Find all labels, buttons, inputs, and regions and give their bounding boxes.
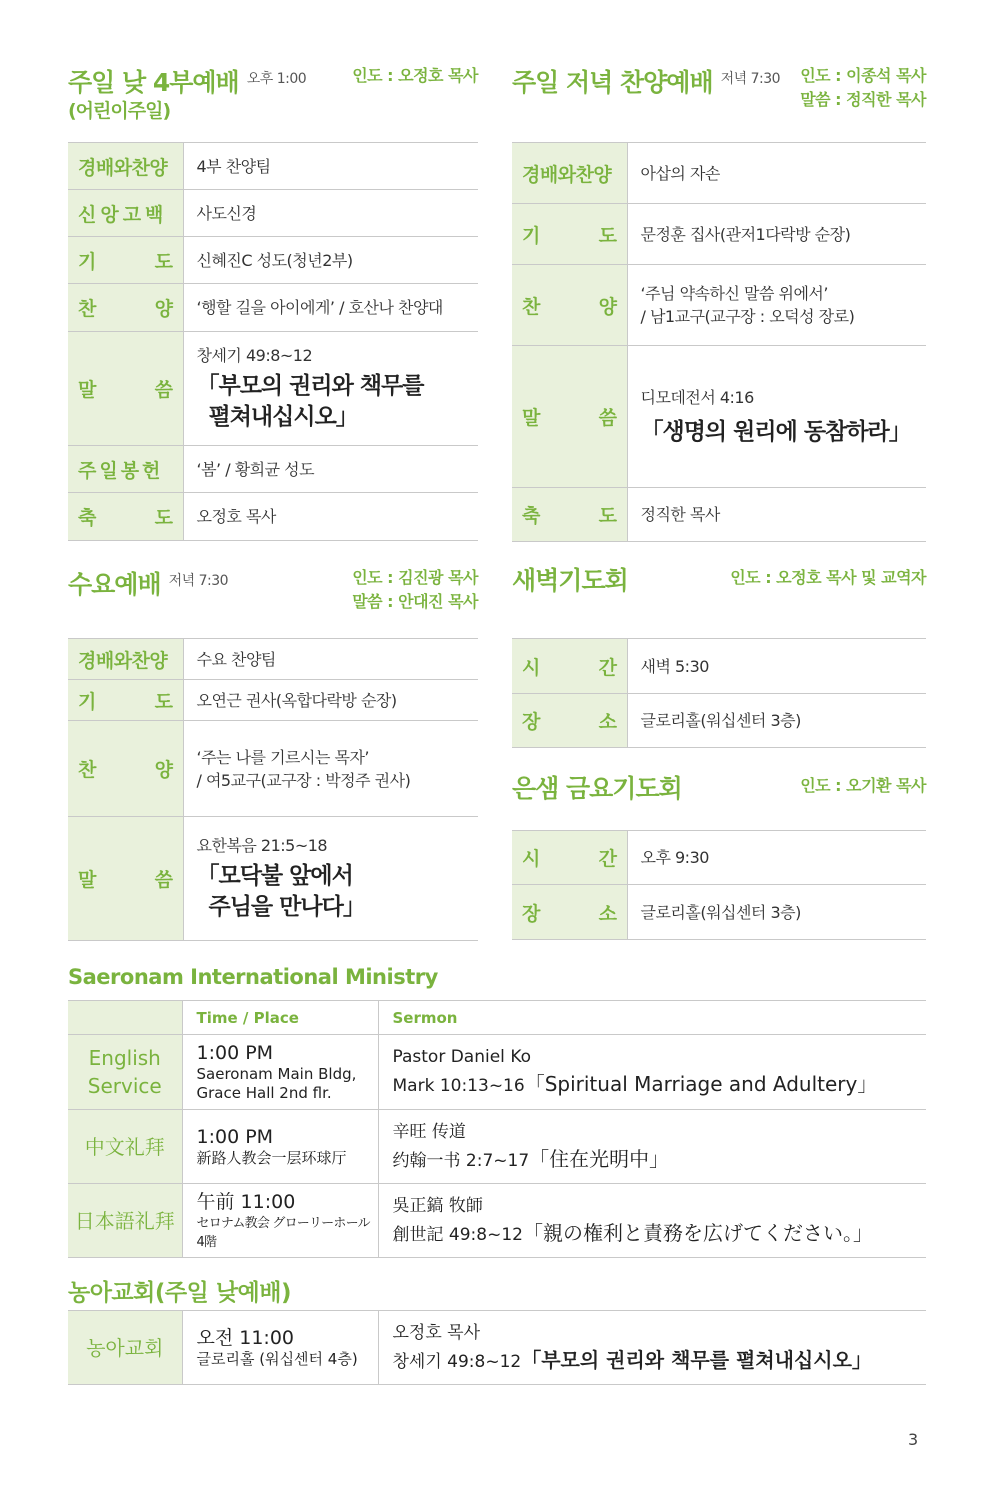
wednesday-time: 저녁 7:30: [168, 573, 229, 589]
hymn-cell: [183, 721, 478, 817]
dawn-leader: 인도 : 오정호 목사 및 교역자: [730, 568, 926, 587]
speaker: 辛旺 传道: [392, 1121, 466, 1142]
row-value: 신혜진C 성도(청년2부): [183, 237, 478, 284]
header-sermon: Sermon: [378, 1001, 926, 1035]
row-label: 말 씀: [68, 332, 183, 446]
sermon-title-cont: 펼쳐내십시오」: [208, 404, 358, 430]
intl-title: Saeronam International Ministry: [68, 965, 438, 989]
table-row: [512, 204, 926, 265]
row-label: 찬 양: [68, 721, 183, 817]
table-row: [68, 1311, 926, 1385]
sermon-reference: 요한복음 21:5~18: [196, 836, 328, 855]
sermon-title: 「住在光明中」: [529, 1146, 670, 1171]
table-row: [68, 284, 478, 332]
sermon-reference: 디모데전서 4:16: [640, 387, 754, 407]
time-place-cell: [182, 1184, 378, 1258]
row-value: 오연근 권사(옥합다락방 순장): [183, 680, 478, 721]
sermon-line: [393, 1219, 927, 1249]
row-value: 오후 9:30: [627, 831, 926, 885]
table-row: [68, 1035, 926, 1110]
sermon-reference: Mark 10:13~16: [392, 1076, 525, 1096]
table-row: [512, 831, 926, 885]
hymn-title: ‘주님 약속하신 말씀 위에서’: [640, 284, 828, 303]
sermon-line: [393, 1346, 927, 1376]
deaf-title: 농아교회(주일 낮예배): [68, 1280, 291, 1306]
hymn-choir: / 남1교구(교구장 : 오덕성 장로): [640, 307, 855, 326]
row-label: 기 도: [512, 204, 627, 265]
service-place: セロナム教会 グローリーホール 4階: [196, 1215, 370, 1250]
table-row: [68, 1184, 926, 1258]
sunday-evening-table: [512, 142, 926, 542]
row-value: 글로리홀(워십센터 3층): [627, 694, 926, 748]
service-time: 오전 11:00: [196, 1327, 295, 1349]
time-place-cell: [182, 1110, 378, 1184]
row-label: 축 도: [68, 493, 183, 541]
table-row: [512, 265, 926, 346]
table-row: [512, 694, 926, 748]
friday-title: 은샘 금요기도회: [512, 774, 682, 803]
table-row: [512, 885, 926, 940]
row-value: 수요 찬양팀: [183, 639, 478, 680]
hymn-title: ‘주는 나를 기르시는 목자’: [196, 747, 369, 767]
speaker: Pastor Daniel Ko: [392, 1047, 532, 1067]
service-label: 中文礼拜: [68, 1110, 182, 1184]
row-label: 시 간: [512, 639, 627, 694]
dawn-table: [512, 638, 926, 748]
time-place-cell: [182, 1311, 378, 1385]
row-label: 신앙고백: [68, 190, 183, 237]
table-row: [68, 190, 478, 237]
sunday4-title: 주일 낮 4부예배 $^{오후 1:00}$ (어린이주일): [68, 68, 307, 122]
row-label: 경배와찬양: [68, 143, 183, 190]
row-value: 4부 찬양팀: [183, 143, 478, 190]
table-row: [68, 1110, 926, 1184]
sermon-cell: [627, 346, 926, 488]
row-label: 찬 양: [68, 284, 183, 332]
page-number: 3: [908, 1430, 919, 1449]
row-label: 시 간: [512, 831, 627, 885]
service-time: 午前 11:00: [196, 1190, 296, 1213]
row-value: 문정훈 집사(관저1다락방 순장): [627, 204, 926, 265]
table-row: [68, 680, 478, 721]
sermon-title: 「생명의 원리에 동참하라」: [640, 418, 911, 445]
row-value: ‘봄’ / 황희균 성도: [183, 446, 478, 493]
intl-table: [68, 1000, 926, 1258]
row-value: 새벽 5:30: [627, 639, 926, 694]
sunday4-table: [68, 142, 478, 541]
service-place-cont: Grace Hall 2nd flr.: [196, 1084, 332, 1102]
service-place: 글로리홀 (워십센터 4층): [196, 1350, 358, 1368]
sunday4-subtitle: (어린이주일): [68, 100, 171, 122]
sermon-cell: [378, 1184, 926, 1258]
sermon-line: [393, 1145, 927, 1175]
sermon-cell: [378, 1110, 926, 1184]
hymn-cell: [627, 265, 926, 346]
service-time: 1:00 PM: [196, 1042, 274, 1064]
sunday-evening-leader: 인도 : 이종석 목사 말씀 : 정직한 목사: [800, 66, 926, 109]
header-blank: [68, 1001, 182, 1035]
table-header: [68, 1001, 926, 1035]
sunday4-leader: 인도 : 오정호 목사: [352, 66, 478, 85]
friday-leader: 인도 : 오기환 목사: [800, 776, 926, 795]
row-label: 찬 양: [512, 265, 627, 346]
sermon-cell: [378, 1311, 926, 1385]
sermon-title: 「부모의 권리와 책무를: [196, 373, 424, 399]
row-value: 글로리홀(워십센터 3층): [627, 885, 926, 940]
sermon-cell: [183, 817, 478, 941]
row-label: 기 도: [68, 680, 183, 721]
sermon-title: 「부모의 권리와 책무를 펼쳐내십시오」: [521, 1347, 872, 1372]
table-row: [68, 639, 478, 680]
wednesday-leader: 인도 : 김진광 목사 말씀 : 안대진 목사: [352, 568, 478, 611]
table-row: [68, 237, 478, 284]
row-label: 말 씀: [68, 817, 183, 941]
sermon-title-cont: 주님을 만나다」: [208, 894, 365, 920]
table-row: [68, 721, 478, 817]
row-label: 축 도: [512, 488, 627, 542]
table-row: [68, 143, 478, 190]
sermon-reference: 창세기 49:8~12: [196, 346, 313, 365]
table-row: [68, 332, 478, 446]
row-label: 장 소: [512, 694, 627, 748]
service-label: 日本語礼拜: [68, 1184, 182, 1258]
sermon-title: 「모닥불 앞에서: [196, 863, 353, 889]
sermon-cell: [183, 332, 478, 446]
table-row: [512, 346, 926, 488]
sermon-reference: 창세기 49:8~12: [392, 1351, 522, 1372]
friday-table: [512, 830, 926, 940]
hymn-choir: / 여5교구(교구장 : 박정주 권사): [196, 770, 411, 790]
table-row: [68, 493, 478, 541]
wednesday-table: [68, 638, 478, 941]
time-place-cell: [182, 1035, 378, 1110]
row-label: 말 씀: [512, 346, 627, 488]
row-label: 경배와찬양: [512, 143, 627, 204]
row-label: 기 도: [68, 237, 183, 284]
table-row: [68, 446, 478, 493]
service-time: 1:00 PM: [196, 1126, 274, 1148]
wednesday-title: 수요예배 $^{저녁 7:30}$: [68, 570, 229, 599]
service-place: Saeronam Main Bldg,: [196, 1065, 357, 1083]
service-place: 新路人教会一层环球厅: [196, 1149, 347, 1167]
row-label: 장 소: [512, 885, 627, 940]
sermon-line: [393, 1070, 927, 1100]
table-row: [68, 817, 478, 941]
table-row: [512, 488, 926, 542]
service-label: 농아교회: [68, 1311, 182, 1385]
table-row: [512, 143, 926, 204]
row-value: 정직한 목사: [627, 488, 926, 542]
sermon-title: 「Spiritual Marriage and Adultery」: [524, 1072, 878, 1096]
row-value: 오정호 목사: [183, 493, 478, 541]
row-value: 아삽의 자손: [627, 143, 926, 204]
deaf-table: [68, 1310, 926, 1385]
service-label: English Service: [68, 1035, 182, 1110]
speaker: 吳正鎬 牧師: [392, 1195, 483, 1216]
sermon-reference: 創世記 49:8~12: [392, 1224, 523, 1245]
sunday-evening-title: 주일 저녁 찬양예배 $^{저녁 7:30}$: [512, 68, 781, 97]
row-value: 사도신경: [183, 190, 478, 237]
sermon-title: 「親の権利と責務を広げてください。」: [522, 1220, 873, 1245]
sermon-cell: [378, 1035, 926, 1110]
speaker: 오정호 목사: [392, 1322, 481, 1343]
row-value: ‘행할 길을 아이에게’ / 호산나 찬양대: [183, 284, 478, 332]
sermon-reference: 约翰一书 2:7~17: [392, 1150, 530, 1171]
dawn-title: 새벽기도회: [512, 566, 628, 595]
row-label: 주일봉헌: [68, 446, 183, 493]
header-time-place: Time / Place: [182, 1001, 378, 1035]
table-row: [512, 639, 926, 694]
sunday4-time: 오후 1:00: [246, 71, 307, 87]
row-label: 경배와찬양: [68, 639, 183, 680]
sunday-evening-time: 저녁 7:30: [720, 71, 781, 87]
